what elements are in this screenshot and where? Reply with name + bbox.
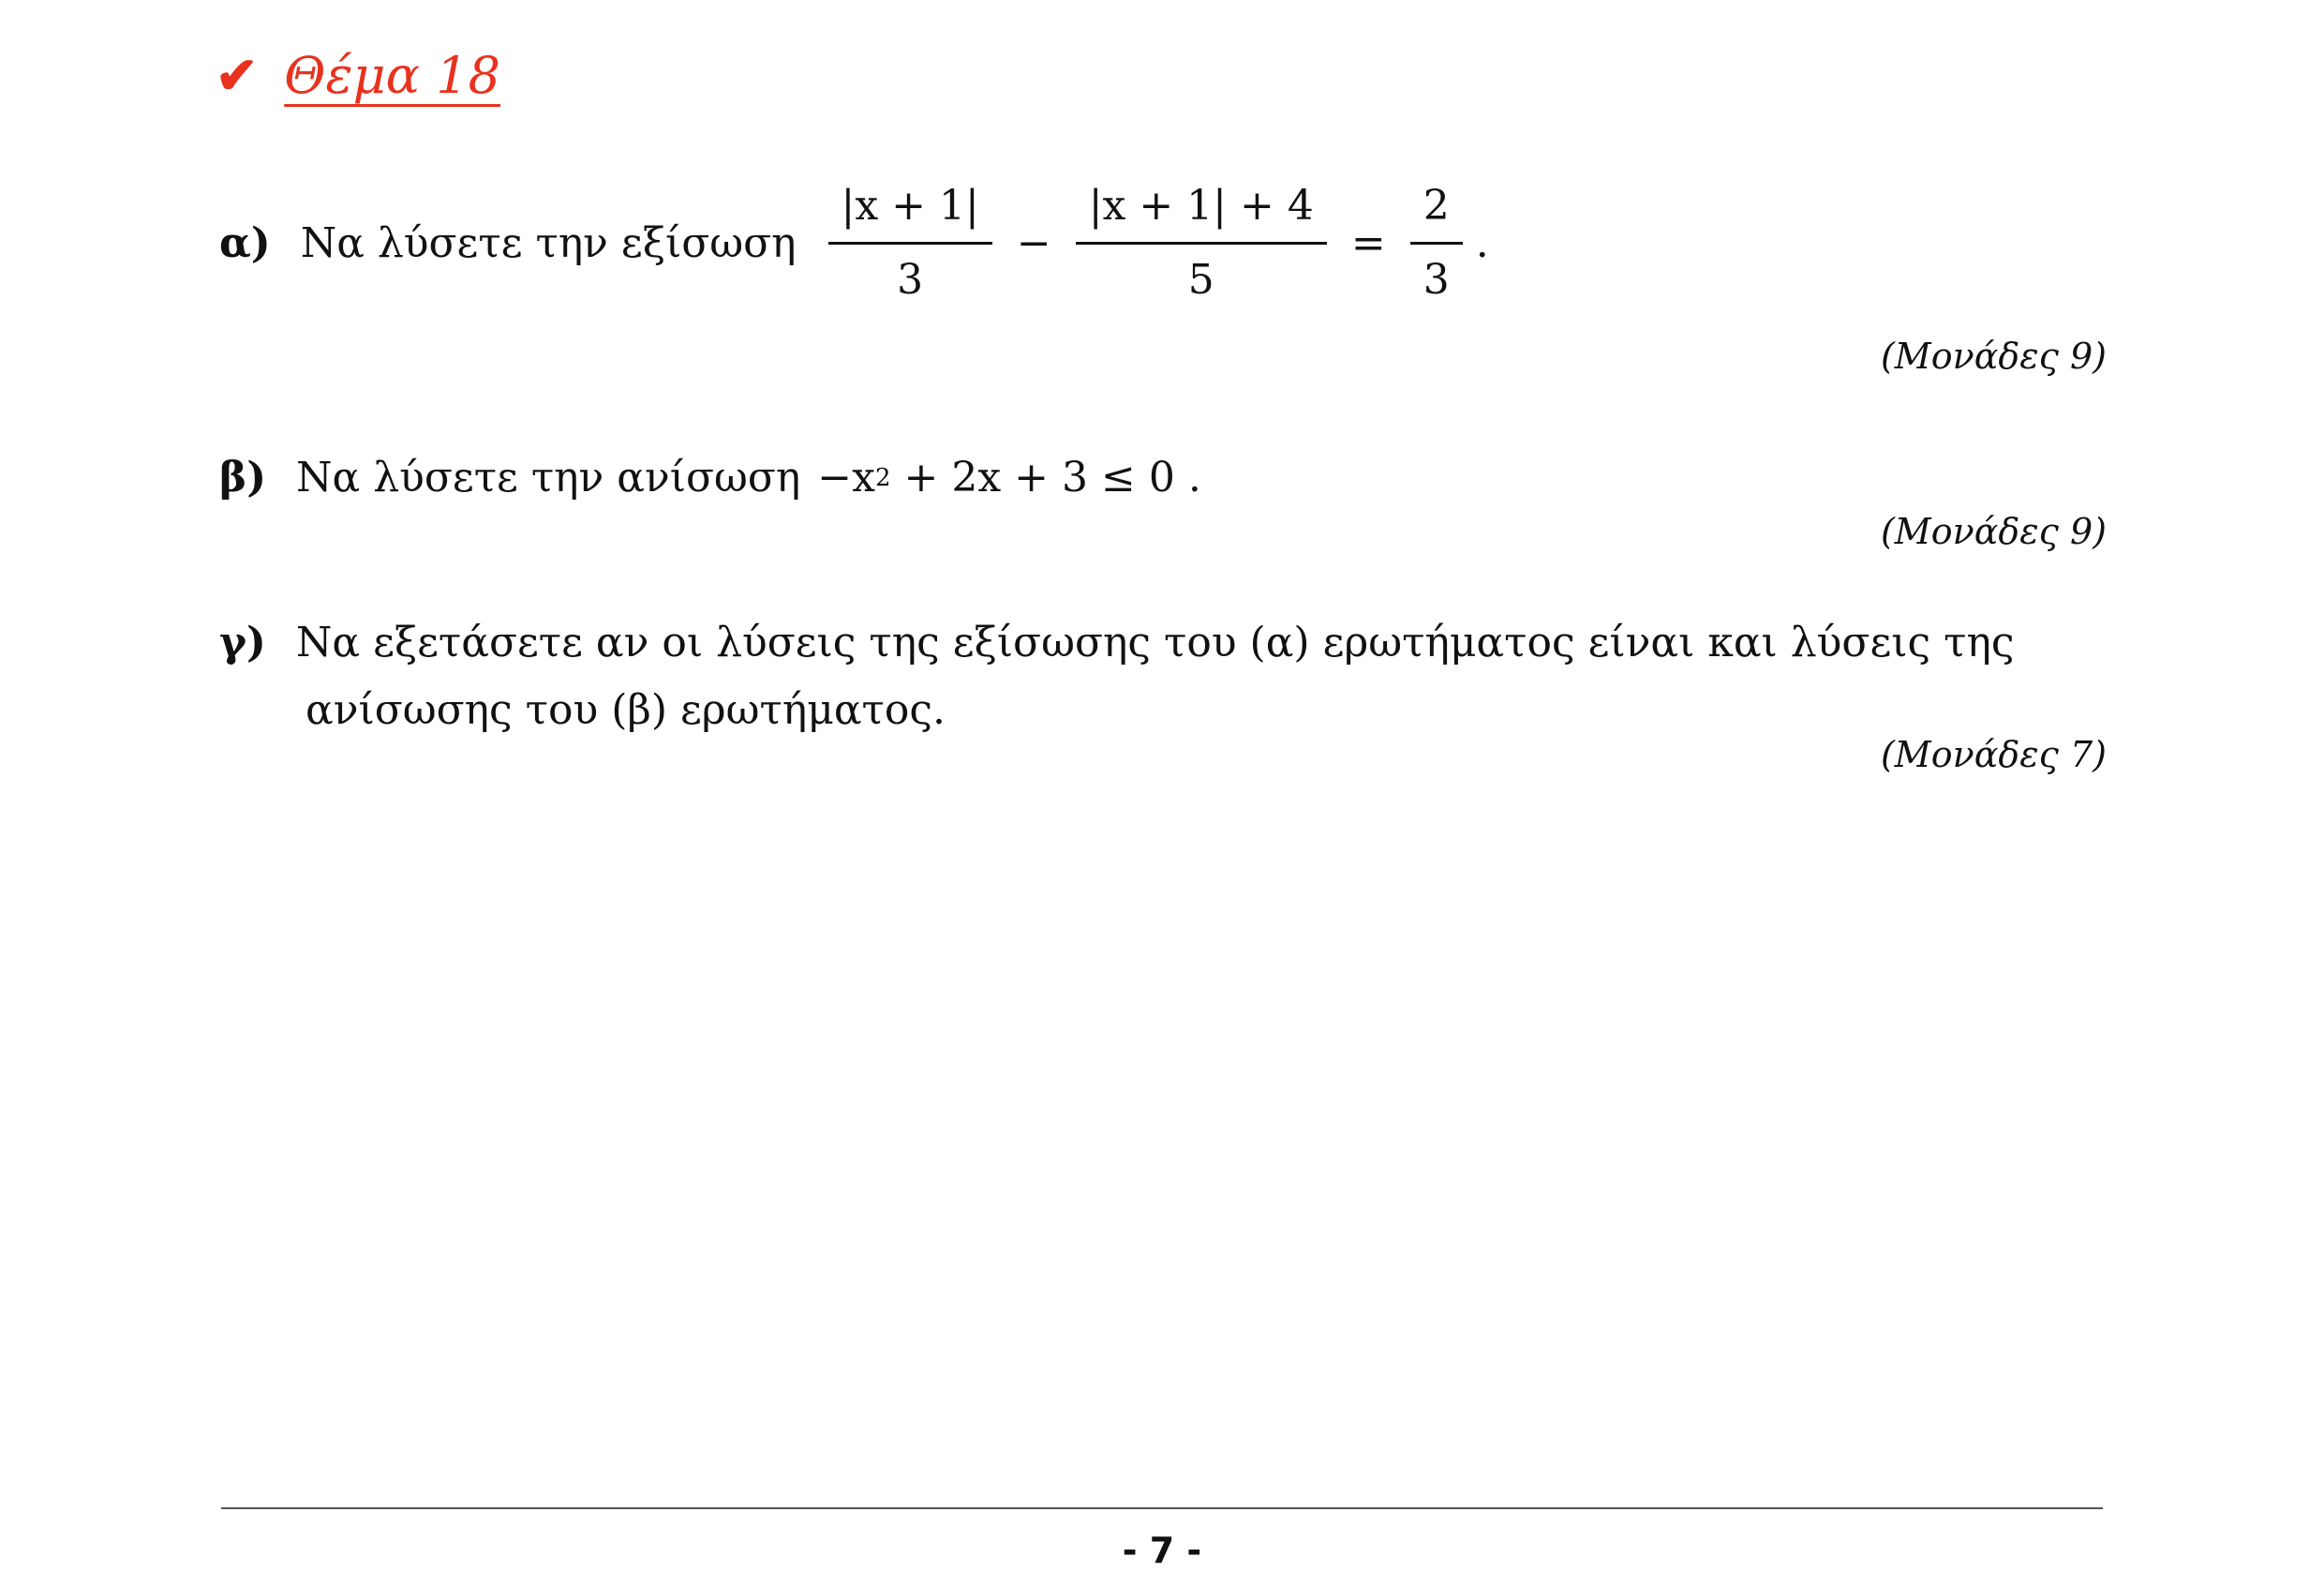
question-a-text: Να λύσετε την εξίσωση xyxy=(300,218,797,267)
inequality-lead: −x xyxy=(817,454,875,502)
question-c-text-line2: ανίσωσης του (β) ερωτήματος. xyxy=(305,686,946,734)
question-b-inequality xyxy=(817,450,1201,506)
topic-title-text: Θέμα 18 xyxy=(284,46,500,105)
question-c xyxy=(219,615,2014,671)
fraction-1 xyxy=(828,178,992,308)
question-b-label: β) xyxy=(219,454,267,502)
question-c-text: Να εξετάσετε αν οι λύσεις της εξίσωσης του (α) ερωτήματος είναι και λύσεις της xyxy=(295,619,2015,666)
checkmark-icon: ✔ xyxy=(216,45,259,105)
question-c-marks: (Μονάδες 7) xyxy=(1880,734,2107,775)
fraction-2-denominator: 5 xyxy=(1076,242,1327,308)
minus-sign: − xyxy=(1016,218,1051,267)
fraction-3 xyxy=(1410,178,1463,308)
fraction-1-denominator: 3 xyxy=(828,242,992,308)
inequality-tail: + 2x + 3 ≤ 0 . xyxy=(890,454,1201,502)
question-b xyxy=(219,450,1201,506)
inequality-exponent: 2 xyxy=(874,464,891,492)
question-b-text: Να λύσετε την ανίσωση xyxy=(296,454,801,502)
fraction-3-numerator: 2 xyxy=(1423,182,1450,230)
question-b-marks: (Μονάδες 9) xyxy=(1880,511,2107,552)
fraction-3-denominator: 3 xyxy=(1410,242,1463,308)
question-a-equation xyxy=(815,178,1489,308)
fraction-2 xyxy=(1076,178,1327,308)
equation-period: . xyxy=(1475,218,1489,267)
page-number: - 7 - xyxy=(1122,1530,1202,1571)
fraction-2-numerator: |x + 1| + 4 xyxy=(1088,182,1314,230)
question-a xyxy=(219,178,1489,308)
footer-divider xyxy=(221,1507,2103,1509)
question-a-label: α) xyxy=(219,218,271,267)
question-c-label: γ) xyxy=(219,619,266,666)
question-a-marks: (Μονάδες 9) xyxy=(1880,336,2107,377)
fraction-1-numerator: |x + 1| xyxy=(841,182,979,230)
topic-title xyxy=(216,28,500,123)
equals-sign: = xyxy=(1350,218,1386,267)
